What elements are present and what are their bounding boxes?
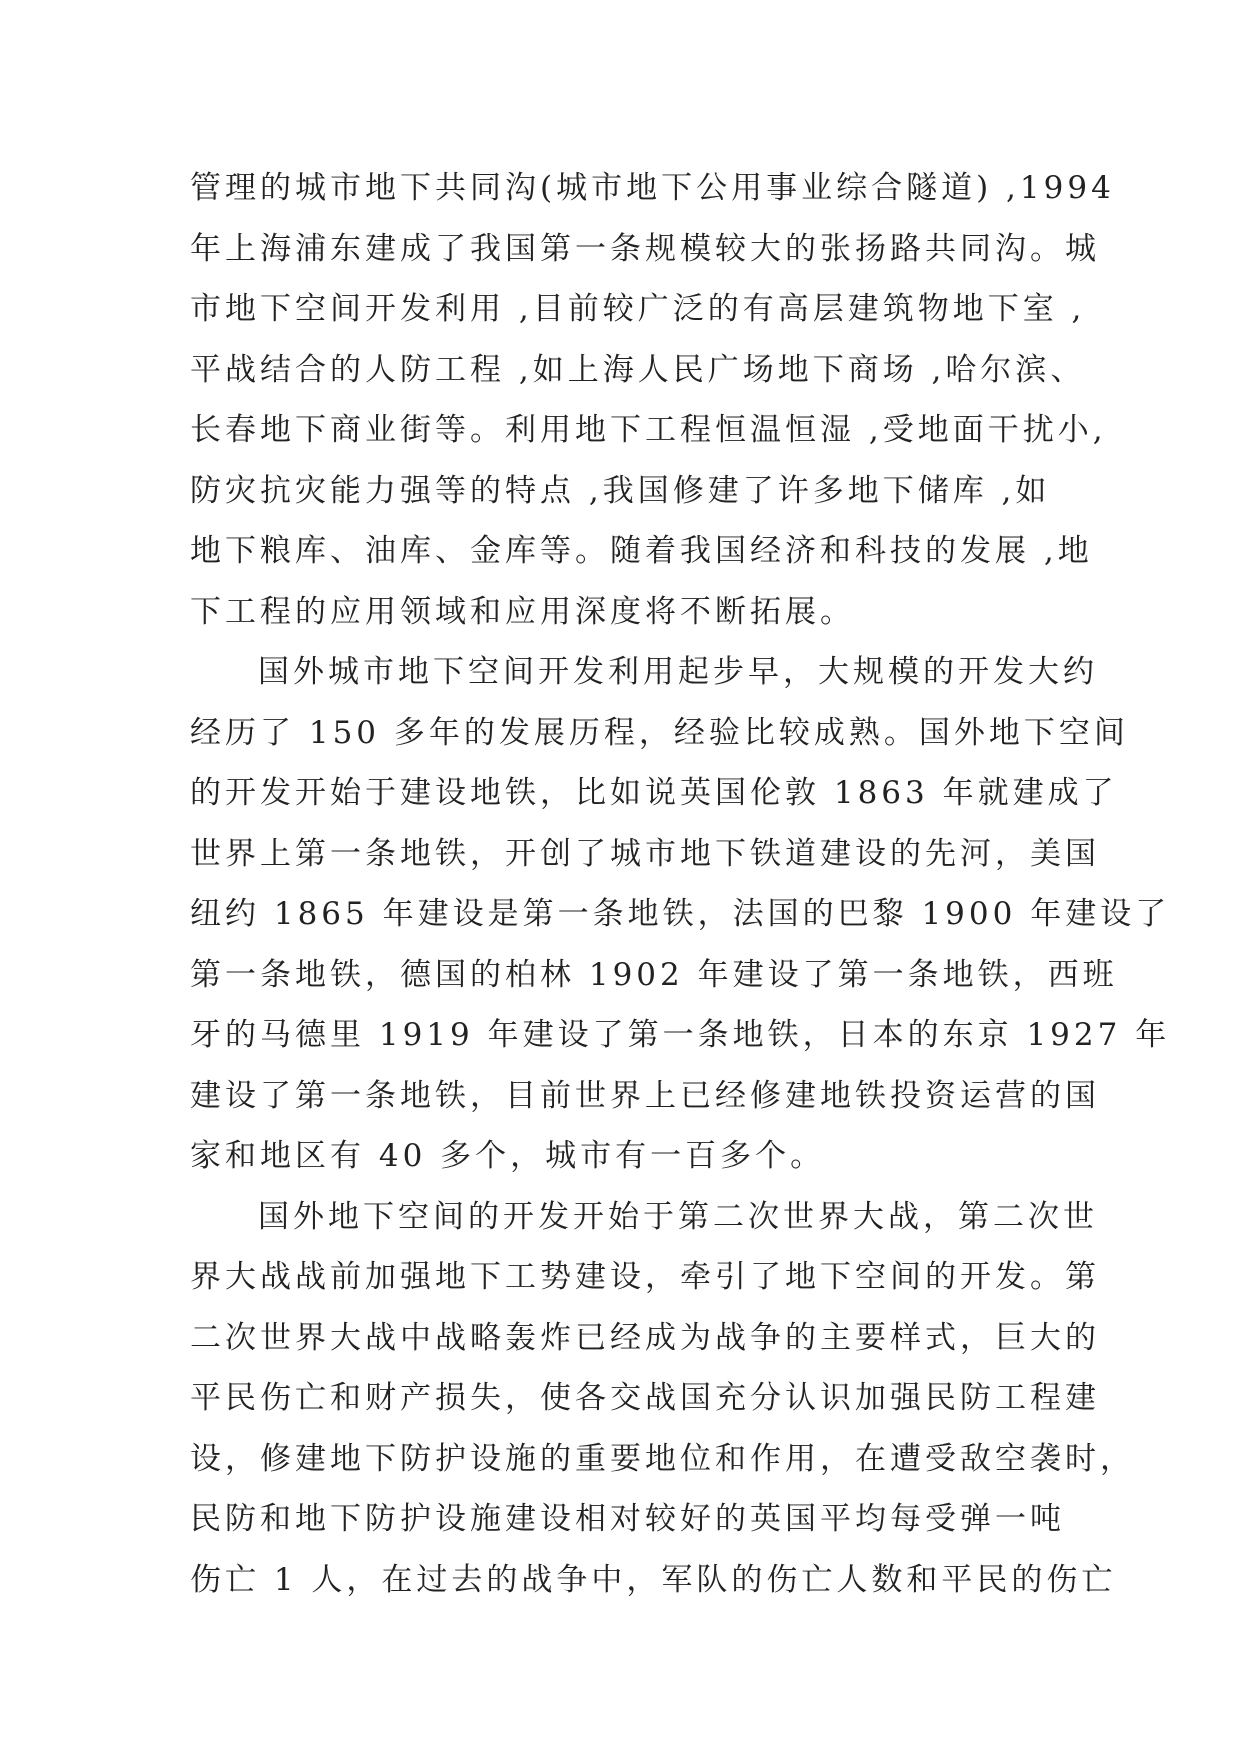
text-line: 年上海浦东建成了我国第一条规模较大的张扬路共同沟。城 <box>190 230 1100 267</box>
text-line: 平民伤亡和财产损失，使各交战国充分认识加强民防工程建 <box>190 1380 1100 1416</box>
text-line: 民防和地下防护设施建设相对较好的英国平均每受弹一吨 <box>190 1501 1065 1537</box>
text-line: 建设了第一条地铁，目前世界上已经修建地铁投资运营的国 <box>190 1077 1100 1114</box>
text-line: 国外地下空间的开发开始于第二次世界大战，第二次世 <box>258 1198 1098 1235</box>
text-line: 平战结合的人防工程 ,如上海人民广场地下商场 ,哈尔滨、 <box>190 351 1086 388</box>
text-line: 经历了 150 多年的发展历程，经验比较成熟。国外地下空间 <box>190 714 1129 751</box>
paragraph <box>190 1187 1135 1611</box>
text-line: 第一条地铁，德国的柏林 1902 年建设了第一条地铁，西班 <box>190 956 1118 993</box>
body-text <box>190 158 1171 1610</box>
text-line: 设，修建地下防护设施的重要地位和作用，在遭受敌空袭时， <box>190 1440 1135 1477</box>
text-line: 市地下空间开发利用 ,目前较广泛的有高层建筑物地下室 , <box>190 291 1086 327</box>
text-line: 国外城市地下空间开发利用起步早，大规模的开发大约 <box>258 654 1098 690</box>
text-line: 地下粮库、油库、金库等。随着我国经济和科技的发展 ,地 <box>190 533 1093 569</box>
text-line: 纽约 1865 年建设是第一条地铁，法国的巴黎 1900 年建设了 <box>190 896 1171 932</box>
text-line: 世界上第一条地铁，开创了城市地下铁道建设的先河，美国 <box>190 835 1100 872</box>
paragraph <box>190 642 1171 1187</box>
text-line: 长春地下商业街等。利用地下工程恒温恒湿 ,受地面干扰小, <box>190 412 1107 448</box>
text-line: 防灾抗灾能力强等的特点 ,我国修建了许多地下储库 ,如 <box>190 472 1051 509</box>
paragraph <box>190 158 1115 642</box>
text-line: 的开发开始于建设地铁，比如说英国伦敦 1863 年就建成了 <box>190 775 1118 811</box>
text-line: 管理的城市地下共同沟(城市地下公用事业综合隧道) ,1994 <box>190 170 1115 206</box>
text-line: 牙的马德里 1919 年建设了第一条地铁，日本的东京 1927 年 <box>190 1017 1171 1053</box>
text-line: 家和地区有 40 多个，城市有一百多个。 <box>190 1138 826 1174</box>
text-line: 伤亡 1 人，在过去的战争中，军队的伤亡人数和平民的伤亡 <box>190 1561 1117 1598</box>
text-line: 界大战战前加强地下工势建设，牵引了地下空间的开发。第 <box>190 1259 1100 1295</box>
text-line: 下工程的应用领域和应用深度将不断拓展。 <box>190 593 855 630</box>
text-line: 二次世界大战中战略轰炸已经成为战争的主要样式，巨大的 <box>190 1319 1100 1356</box>
